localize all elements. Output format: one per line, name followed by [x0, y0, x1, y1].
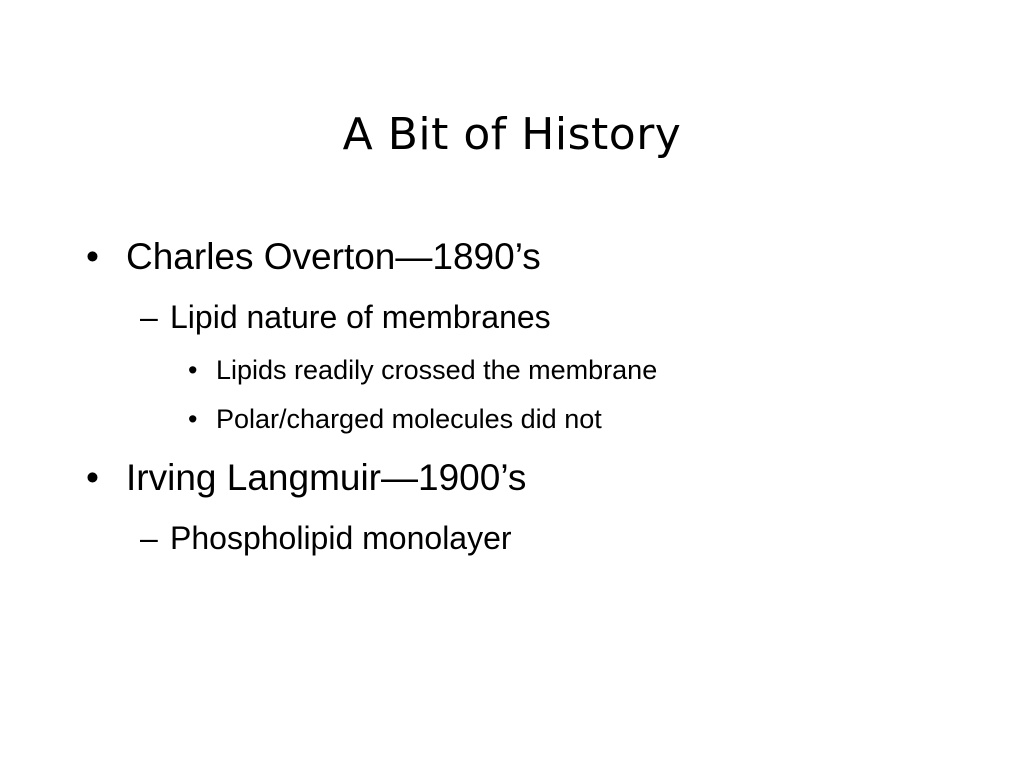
- point-text: Lipids readily crossed the membrane: [216, 355, 658, 385]
- bullet-text: Charles Overton—1890’s: [126, 236, 541, 277]
- sub-item-lipid-nature: [140, 298, 551, 336]
- bullet-icon: •: [86, 236, 99, 277]
- bullet-icon: •: [86, 457, 99, 498]
- bullet-item-charles-overton: [86, 235, 541, 279]
- bullet-item-irving-langmuir: [86, 456, 526, 500]
- bullet-text: Irving Langmuir—1900’s: [126, 457, 527, 498]
- dash-icon: –: [140, 299, 158, 335]
- bullet-icon: •: [188, 355, 198, 385]
- sub-item-phospholipid: [140, 519, 512, 557]
- sub-item-text: Lipid nature of membranes: [170, 299, 551, 335]
- point-text: Polar/charged molecules did not: [216, 404, 602, 434]
- point-lipids-crossed: [188, 354, 657, 386]
- bullet-icon: •: [188, 404, 198, 434]
- dash-icon: –: [140, 520, 158, 556]
- slide-title: A Bit of History: [342, 109, 682, 160]
- point-polar-charged: [188, 403, 602, 435]
- sub-item-text: Phospholipid monolayer: [170, 520, 512, 556]
